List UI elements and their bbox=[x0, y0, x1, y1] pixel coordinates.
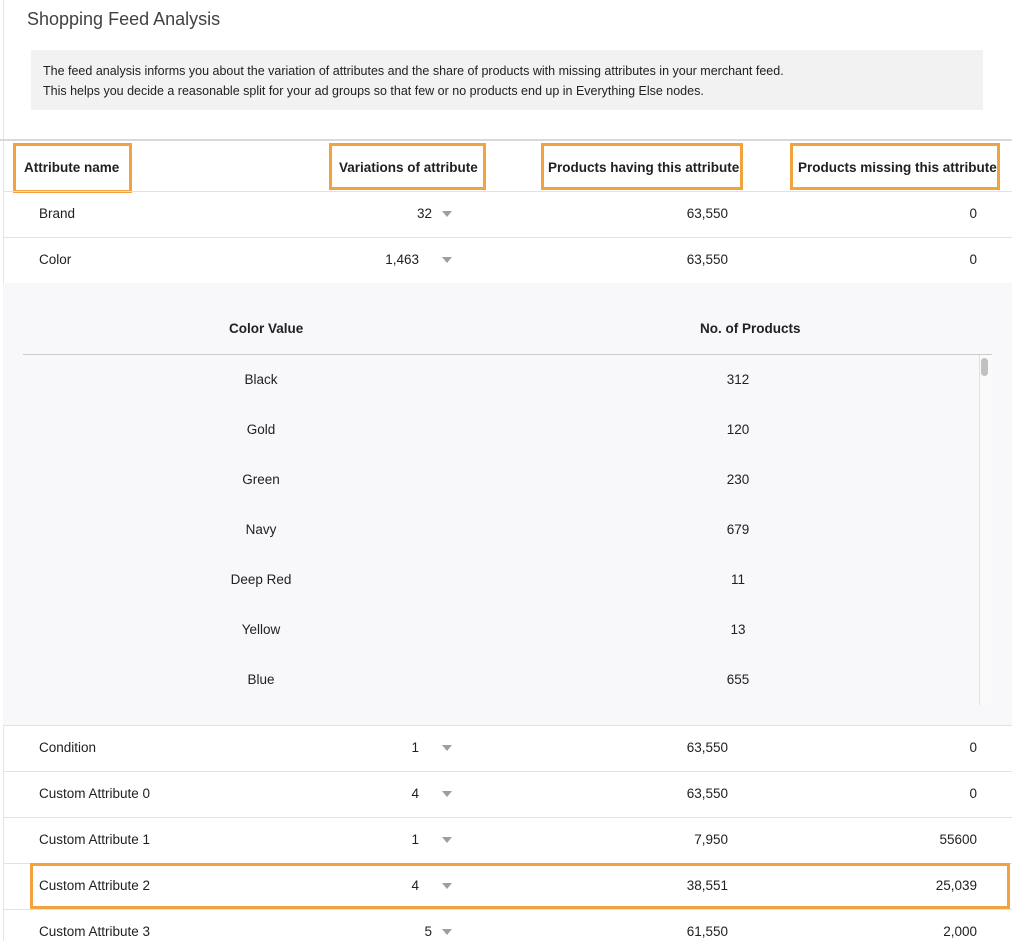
missing-custom-0: 0 bbox=[969, 786, 977, 801]
color-value-gold: Gold bbox=[246, 422, 276, 437]
having-color: 63,550 bbox=[686, 252, 728, 267]
color-list-scrollbar[interactable] bbox=[979, 355, 992, 705]
variations-custom-0: 4 bbox=[411, 786, 419, 801]
header-attribute-name[interactable]: Attribute name bbox=[24, 160, 120, 175]
header-missing-highlight bbox=[790, 143, 1000, 190]
expand-custom-1-caret-icon[interactable] bbox=[442, 837, 452, 843]
attribute-name-color: Color bbox=[39, 252, 72, 267]
info-box bbox=[31, 50, 983, 110]
expand-color-caret-icon[interactable] bbox=[442, 257, 452, 263]
missing-custom-3: 2,000 bbox=[943, 924, 977, 939]
header-attribute-highlight bbox=[13, 143, 132, 193]
missing-color: 0 bbox=[969, 252, 977, 267]
header-variations[interactable]: Variations of attribute bbox=[339, 160, 478, 175]
color-count-navy: 679 bbox=[726, 522, 750, 537]
row-divider bbox=[3, 771, 1012, 772]
having-custom-2: 38,551 bbox=[686, 878, 728, 893]
color-value-navy: Navy bbox=[245, 522, 277, 537]
attribute-name-custom-3: Custom Attribute 3 bbox=[39, 924, 151, 939]
variations-custom-2: 4 bbox=[411, 878, 419, 893]
having-custom-3: 61,550 bbox=[686, 924, 728, 939]
variations-brand: 32 bbox=[416, 206, 432, 221]
product-count-header: No. of Products bbox=[700, 321, 801, 336]
variations-color: 1,463 bbox=[385, 252, 419, 267]
info-text-line-2: This helps you decide a reasonable split for your ad groups so that few or no products end up in Everything Else nodes. bbox=[43, 84, 704, 98]
missing-custom-1: 55600 bbox=[939, 832, 977, 847]
missing-condition: 0 bbox=[969, 740, 977, 755]
having-condition: 63,550 bbox=[686, 740, 728, 755]
variations-custom-3: 5 bbox=[424, 924, 432, 939]
variations-condition: 1 bbox=[411, 740, 419, 755]
custom-attribute-2-highlight bbox=[30, 863, 1010, 909]
expand-condition-caret-icon[interactable] bbox=[442, 745, 452, 751]
color-value-header: Color Value bbox=[229, 321, 304, 336]
info-text-line-1: The feed analysis informs you about the variation of attributes and the share of products with missing attributes in your merchant feed. bbox=[43, 64, 784, 78]
color-count-blue: 655 bbox=[726, 672, 750, 687]
color-count-black: 312 bbox=[726, 372, 750, 387]
header-having-highlight bbox=[541, 143, 743, 190]
header-divider bbox=[3, 191, 1012, 192]
attribute-name-custom-1: Custom Attribute 1 bbox=[39, 832, 151, 847]
missing-custom-2: 25,039 bbox=[935, 878, 977, 893]
color-value-black: Black bbox=[244, 372, 278, 387]
color-count-gold: 120 bbox=[726, 422, 750, 437]
expand-custom-3-caret-icon[interactable] bbox=[442, 929, 452, 935]
page-title: Shopping Feed Analysis bbox=[27, 9, 221, 29]
attribute-name-custom-2: Custom Attribute 2 bbox=[39, 878, 151, 893]
having-custom-0: 63,550 bbox=[686, 786, 728, 801]
color-value-yellow: Yellow bbox=[241, 622, 281, 637]
expand-brand-caret-icon[interactable] bbox=[442, 211, 452, 217]
color-value-blue: Blue bbox=[247, 672, 275, 687]
expand-custom-0-caret-icon[interactable] bbox=[442, 791, 452, 797]
color-breakdown-divider bbox=[23, 354, 992, 355]
header-products-missing[interactable]: Products missing this attribute bbox=[798, 160, 997, 175]
color-value-deep-red: Deep Red bbox=[230, 572, 292, 587]
having-custom-1: 7,950 bbox=[694, 832, 728, 847]
color-count-green: 230 bbox=[726, 472, 750, 487]
color-count-deep-red: 11 bbox=[730, 572, 745, 587]
header-products-having[interactable]: Products having this attribute bbox=[548, 160, 740, 175]
color-list-scroll-thumb[interactable] bbox=[981, 358, 988, 376]
color-value-green: Green bbox=[242, 472, 280, 487]
having-brand: 63,550 bbox=[686, 206, 728, 221]
row-divider bbox=[3, 817, 1012, 818]
table-top-divider bbox=[0, 139, 1012, 141]
color-breakdown-panel bbox=[3, 283, 1012, 725]
row-divider bbox=[3, 725, 1012, 726]
row-divider bbox=[3, 237, 1012, 238]
color-count-yellow: 13 bbox=[730, 622, 746, 637]
attribute-name-custom-0: Custom Attribute 0 bbox=[39, 786, 151, 801]
row-divider bbox=[3, 909, 1012, 910]
attribute-name-condition: Condition bbox=[39, 740, 97, 755]
attribute-name-brand: Brand bbox=[39, 206, 76, 221]
variations-custom-1: 1 bbox=[411, 832, 419, 847]
missing-brand: 0 bbox=[969, 206, 977, 221]
header-variations-highlight bbox=[329, 143, 486, 190]
